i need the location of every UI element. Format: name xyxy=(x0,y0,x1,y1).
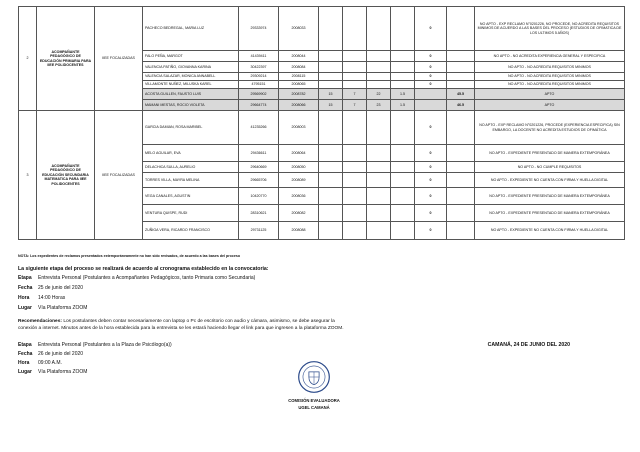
recommendations-label: Recomendaciones: xyxy=(18,319,62,324)
schedule1-etapa: Entrevista Personal (Postulantes a Acompañantes Pedagógicos, tanto Primaria como Secundaria) xyxy=(38,275,256,281)
cell-total xyxy=(447,111,475,145)
cell-score: 0 xyxy=(415,81,447,89)
cell-score-2 xyxy=(343,188,367,205)
cell-dni: 4795151 xyxy=(239,81,279,89)
cell-result: NO APTO - NO ACREDITA REQUISITOS MINIMOS xyxy=(475,62,625,73)
cell-score-4 xyxy=(391,205,415,222)
cell-score-1 xyxy=(319,81,343,89)
cell-score: 0 xyxy=(415,145,447,162)
cell-code: 2008064 xyxy=(279,145,319,162)
cell-score-1: 15 xyxy=(319,89,343,100)
schedule1-etapa-label: Etapa xyxy=(18,275,32,281)
cell-result: NO APTO - EXPEDIENTE PRESENTADO DE MANERA EXTEMPORÁNEA xyxy=(475,205,625,222)
cell-dni: 10420770 xyxy=(239,188,279,205)
cell-score-3: 22 xyxy=(367,89,391,100)
cell-score-2 xyxy=(343,7,367,51)
cell-result: NO APTO - NO ACREDITA EXPERIENCIA GENERAL Y ESPECIFICA xyxy=(475,51,625,62)
schedule2-etapa-label: Etapa xyxy=(18,342,32,348)
cell-score-3 xyxy=(367,173,391,188)
cell-score-2 xyxy=(343,51,367,62)
cell-score: 0 xyxy=(415,73,447,81)
cell-result: NO APTO - EXPEDIENTE NO CUENTA CON FIRMA Y HUELLA DIGITAL xyxy=(475,173,625,188)
cell-dni: 29665706 xyxy=(239,173,279,188)
cell-score: 0 xyxy=(415,162,447,173)
cell-name: VENTURA QUISPE, RUDI xyxy=(143,205,239,222)
cell-score-2: 7 xyxy=(343,89,367,100)
cell-total xyxy=(447,205,475,222)
cell-total xyxy=(447,73,475,81)
cell-total xyxy=(447,51,475,62)
cell-total: 45.5 xyxy=(447,89,475,100)
cell-code: 2008782 xyxy=(279,89,319,100)
cell-code: 2008003 xyxy=(279,111,319,145)
schedule1-fecha-label: Fecha xyxy=(18,285,33,291)
cell-dni: 28310621 xyxy=(239,205,279,222)
cell-name: ACOSTA GUILLEN, FAUSTO LUIS xyxy=(143,89,239,100)
next-stage-heading: La siguiente etapa del proceso se realizará de acuerdo al cronograma establecido en la convocatoria: xyxy=(18,266,269,272)
cell-name: VALENCIA PATIÑO, GIOVANNA KARINA xyxy=(143,62,239,73)
signature-line2: UGEL CAMANÁ xyxy=(298,405,330,410)
cell-score-1 xyxy=(319,205,343,222)
group-iiee: IIEE FOCALIZADAS xyxy=(95,7,143,111)
cell-score-4 xyxy=(391,73,415,81)
cell-name: PACHECO BEDREGAL, MARIA LUZ xyxy=(143,7,239,51)
cell-name: ZUÑIGA VERA, RICARDO FRANCISCO xyxy=(143,222,239,240)
cell-score: 0 xyxy=(415,7,447,51)
schedule1-hora-label: Hora xyxy=(18,295,30,301)
cell-total xyxy=(447,145,475,162)
cell-dni: 29436611 xyxy=(239,145,279,162)
cell-code: 2008088 xyxy=(279,222,319,240)
cell-dni: 29569902 xyxy=(239,89,279,100)
cell-dni: 29664774 xyxy=(239,100,279,111)
cell-score-3 xyxy=(367,205,391,222)
cell-score-1: 15 xyxy=(319,100,343,111)
cell-dni: 29731125 xyxy=(239,222,279,240)
cell-score-4 xyxy=(391,145,415,162)
schedule1-lugar: Vía Plataforma ZOOM xyxy=(38,305,88,311)
cell-score-4: 1.5 xyxy=(391,89,415,100)
cell-score-3 xyxy=(367,81,391,89)
cell-code: 2008044 xyxy=(279,51,319,62)
cell-score-2 xyxy=(343,145,367,162)
table-row xyxy=(19,7,625,51)
cell-score-3 xyxy=(367,73,391,81)
cell-dni: 41235266 xyxy=(239,111,279,145)
cell-score-4 xyxy=(391,51,415,62)
cell-result: NO APTO - NO ACREDITA REQUISITOS MINIMOS xyxy=(475,73,625,81)
cell-score-1 xyxy=(319,145,343,162)
cell-score: 0 xyxy=(415,51,447,62)
cell-name: VALENCIA SALAZAR, MONICA ANNABELL xyxy=(143,73,239,81)
cell-score: 0 xyxy=(415,222,447,240)
cell-score: 0 xyxy=(415,173,447,188)
cell-name: TORRES VILLA, MAYRA MELINA xyxy=(143,173,239,188)
cell-name: MELO AGUILAR, EVA xyxy=(143,145,239,162)
cell-result: APTO xyxy=(475,89,625,100)
cell-score-3 xyxy=(367,62,391,73)
official-seal-icon xyxy=(297,360,331,394)
cell-score-4 xyxy=(391,62,415,73)
cell-score-4 xyxy=(391,7,415,51)
cell-code: 2008082 xyxy=(279,205,319,222)
cell-code: 2008066 xyxy=(279,100,319,111)
cell-result: NO APTO - EXPEDIENTE NO CUENTA CON FIRMA Y HUELLA DIGITAL xyxy=(475,222,625,240)
signature-line1: COMISIÓN EVALUADORA xyxy=(288,398,340,403)
cell-code: 2008036 xyxy=(279,188,319,205)
cell-score-3 xyxy=(367,162,391,173)
cell-score xyxy=(415,89,447,100)
cell-name: FALO PEÑA, MARGOT xyxy=(143,51,239,62)
cell-total xyxy=(447,62,475,73)
cell-code: 2008089 xyxy=(279,173,319,188)
cell-name: DELACHICA SULLA, AURELIO xyxy=(143,162,239,173)
cell-total xyxy=(447,162,475,173)
cell-score-2 xyxy=(343,73,367,81)
cell-name: MAMANI MESTAS, ROCIO VIOLETA xyxy=(143,100,239,111)
cell-total xyxy=(447,222,475,240)
cell-score-3 xyxy=(367,51,391,62)
cell-code: 2008084 xyxy=(279,62,319,73)
cell-score-2 xyxy=(343,222,367,240)
cell-result: NO APTO - EXPEDIENTE PRESENTADO DE MANERA EXTEMPORÁNEA xyxy=(475,145,625,162)
group-number: 3 xyxy=(19,111,37,240)
group-description: ACOMPAÑANTE PEDAGÓGICO DE EDUCACIÓN PRIMARIA PARA IIEE POLIDOCENTES xyxy=(37,7,95,111)
recommendations xyxy=(18,318,348,332)
schedule2-hora: 09:00 A.M. xyxy=(38,360,62,366)
cell-score-2 xyxy=(343,205,367,222)
cell-score-4: 1.5 xyxy=(391,100,415,111)
cell-score-4 xyxy=(391,188,415,205)
schedule2-lugar-label: Lugar xyxy=(18,369,32,375)
cell-code: 2008033 xyxy=(279,7,319,51)
cell-score: 0 xyxy=(415,111,447,145)
cell-score-2 xyxy=(343,173,367,188)
cell-score-1 xyxy=(319,51,343,62)
cell-score-4 xyxy=(391,162,415,173)
cell-score-4 xyxy=(391,173,415,188)
cell-score-3 xyxy=(367,188,391,205)
place-date: CAMANÁ, 24 DE JUNIO DEL 2020 xyxy=(487,342,570,348)
cell-score-1 xyxy=(319,188,343,205)
table-note: NOTA: Los expedientes de reclamos presentados extemporáneamente no han sido revisados, de acuerdo a las bases del proceso xyxy=(18,254,241,258)
cell-score-4 xyxy=(391,111,415,145)
cell-score-2 xyxy=(343,81,367,89)
cell-score: 0 xyxy=(415,62,447,73)
schedule2-fecha: 26 de junio del 2020 xyxy=(38,351,84,357)
cell-total xyxy=(447,173,475,188)
cell-result: NO APTO - NO CUMPLE REQUISITOS xyxy=(475,162,625,173)
schedule2-lugar: Vía Plataforma ZOOM xyxy=(38,369,88,375)
cell-score-3: 23 xyxy=(367,100,391,111)
cell-score: 0 xyxy=(415,188,447,205)
cell-total xyxy=(447,7,475,51)
cell-score-3 xyxy=(367,111,391,145)
cell-dni: 41439411 xyxy=(239,51,279,62)
table-row xyxy=(19,111,625,145)
schedule1-fecha: 25 de junio del 2020 xyxy=(38,285,84,291)
cell-score-4 xyxy=(391,81,415,89)
cell-result: NO APTO - EXP RECLAMO N°0201226, NO PROCEDE, NO ACREDITA REQUISITOS MINIMOS DE ACUERDO A LAS BASES DEL PROCESO (ESTUDIOS DE OFIMATICA DE LOS ULTIMOS 5 AÑOS) xyxy=(475,7,625,51)
cell-score-2 xyxy=(343,162,367,173)
schedule1-lugar-label: Lugar xyxy=(18,305,32,311)
cell-code: 2008065 xyxy=(279,81,319,89)
recommendations-text: Los postulantes deben contar necesariamente con laptop o Pc de escritorio con audio y cámara, asimismo, se debe asegurar la conexión a internet. Minutos antes de la hora establecida para la entrevista se les estará haciendo llegar el link para que ingresen a la plataforma ZOOM. xyxy=(18,319,344,332)
cell-score xyxy=(415,100,447,111)
cell-dni: 29309214 xyxy=(239,73,279,81)
cell-score-1 xyxy=(319,62,343,73)
cell-score-3 xyxy=(367,7,391,51)
schedule1-hora: 14:00 Horas xyxy=(38,295,66,301)
cell-score-2 xyxy=(343,62,367,73)
cell-score-1 xyxy=(319,162,343,173)
cell-result: NO APTO - NO ACREDITA REQUISITOS MINIMOS xyxy=(475,81,625,89)
cell-total: 46.5 xyxy=(447,100,475,111)
cell-dni: 29640669 xyxy=(239,162,279,173)
cell-total xyxy=(447,188,475,205)
schedule2-hora-label: Hora xyxy=(18,360,30,366)
group-description: ACOMPAÑANTE PEDAGÓGICO DE EDUCACIÓN SECUNDARIA MATEMATICA PARA IIEE POLIDOCENTES xyxy=(37,111,95,240)
cell-score-1 xyxy=(319,173,343,188)
cell-score-1 xyxy=(319,222,343,240)
cell-result: APTO xyxy=(475,100,625,111)
cell-result: NO APTO - EXPEDIENTE PRESENTADO DE MANERA EXTEMPORÁNEA xyxy=(475,188,625,205)
cell-score-1 xyxy=(319,111,343,145)
cell-score: 0 xyxy=(415,205,447,222)
group-iiee: IIEE FOCALIZADAS xyxy=(95,111,143,240)
cell-name: VILLAMONTE NUÑEZ, MILUSKA KAREL xyxy=(143,81,239,89)
cell-code: 2008050 xyxy=(279,162,319,173)
cell-score-3 xyxy=(367,222,391,240)
cell-result: NO APTO - EXP RECLAMO N°0201226, PROCEDE (EXPERIENCIA ESPECIFICA) SIN EMBARGO, LA DOCENTE NO ACREDITA ESTUDIOS DE OFIMÁTICA xyxy=(475,111,625,145)
results-table xyxy=(18,6,625,240)
cell-score-1 xyxy=(319,73,343,81)
cell-score-2 xyxy=(343,111,367,145)
cell-name: GARCIA DAMIAN, ROSA MARIBEL xyxy=(143,111,239,145)
cell-code: 2008115 xyxy=(279,73,319,81)
cell-score-3 xyxy=(367,145,391,162)
schedule2-etapa: Entrevista Personal (Postulantes a la Plaza de Psicólogo(a)) xyxy=(38,342,172,348)
cell-dni: 30422397 xyxy=(239,62,279,73)
cell-dni: 29333974 xyxy=(239,7,279,51)
cell-score-4 xyxy=(391,222,415,240)
schedule2-fecha-label: Fecha xyxy=(18,351,33,357)
cell-total xyxy=(447,81,475,89)
group-number: 2 xyxy=(19,7,37,111)
cell-name: VEGA CANALES, AGUSTIN xyxy=(143,188,239,205)
cell-score-1 xyxy=(319,7,343,51)
cell-score-2: 7 xyxy=(343,100,367,111)
